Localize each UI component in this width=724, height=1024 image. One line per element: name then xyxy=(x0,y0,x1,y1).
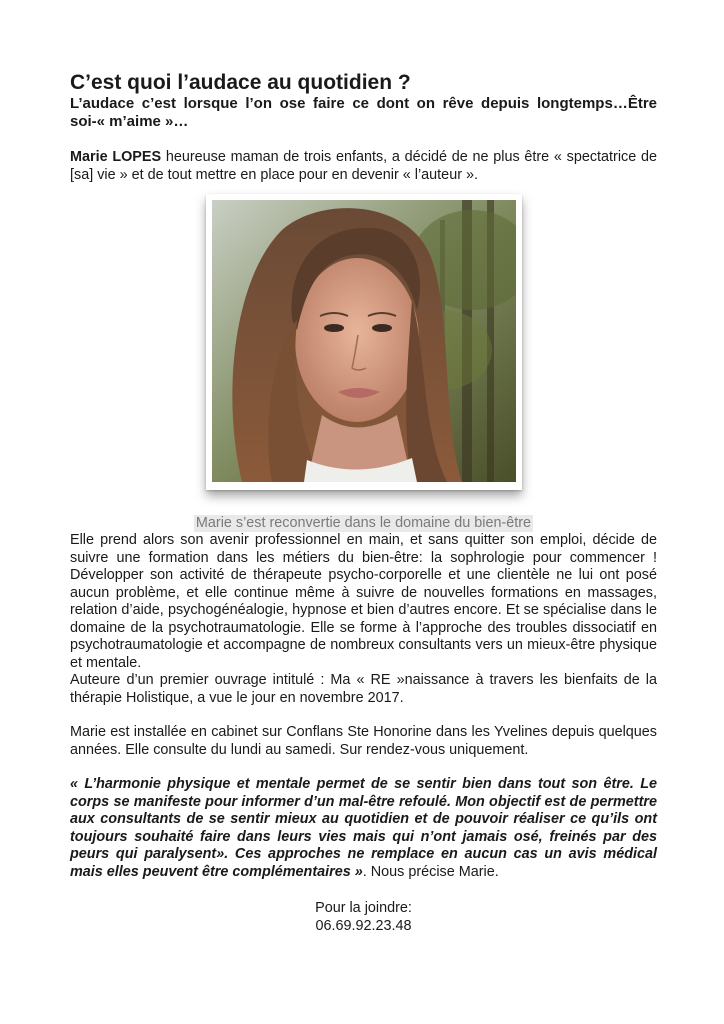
photo-caption: Marie s’est reconvertie dans le domaine du bien-être xyxy=(195,515,532,531)
paragraph-career: Elle prend alors son avenir professionnel en main, et sans quitter son emploi, décide de suivre une formation dans les métiers du bien-être: la sophrologie pour commencer ! Développer son activité de thérapeute psycho-corporelle et une clientèle ne lui ont posé aucun problème, et elle continue même à suivre de nouvelles formations en massages, relation d’aide, psychogénéalogie, hypnose et bien d’autres encore. Et se spécialise dans le domaine de la psychotraumatologie. Elle se forme à l’approche des troubles dissociatif en psychotraumatologie et accompagne de nombreux consultants vers un mieux-être physique et mentale. xyxy=(70,532,657,671)
quote-paragraph xyxy=(70,776,657,881)
quote-text: « L’harmonie physique et mentale permet de se sentir bien dans tout son être. Le corps se manifeste pour informer d’un mal-être refoulé. Mon objectif est de permettre aux consultants de se sentir mieux au quotidien et de pouvoir réaliser ce qu’ils ont toujours souhaité faire dans leurs vies mais qui n’ont jamais osé, freinés par des peurs qui paralysent». Ces approches ne remplace en aucun cas un avis médical mais elles peuvent être complémentaires » xyxy=(70,776,657,880)
contact-phone[interactable]: 06.69.92.23.48 xyxy=(315,918,412,934)
intro-paragraph xyxy=(70,149,657,184)
quote-attribution: . Nous précise Marie. xyxy=(362,863,499,880)
photo-frame xyxy=(206,194,522,490)
portrait-photo xyxy=(212,200,516,482)
intro-text: heureuse maman de trois enfants, a décidé de ne plus être « spectatrice de [sa] vie » et de tout mettre en place pour en devenir « l’auteur ». xyxy=(70,149,657,183)
article-title: C’est quoi l’audace au quotidien ? xyxy=(70,71,411,94)
article-body xyxy=(70,70,657,935)
intro-name: Marie LOPES xyxy=(70,149,162,165)
photo-container xyxy=(70,194,657,490)
article-subtitle: L’audace c’est lorsque l’on ose faire ce dont on rêve depuis longtemps…Être soi-« m’aime »… xyxy=(70,95,657,130)
photo-caption-row xyxy=(70,514,657,532)
contact-label: Pour la joindre: xyxy=(315,900,412,916)
paragraph-office: Marie est installée en cabinet sur Conflans Ste Honorine dans les Yvelines depuis quelques années. Elle consulte du lundi au samedi. Sur rendez-vous uniquement. xyxy=(70,724,657,758)
paragraph-book: Auteure d’un premier ouvrage intitulé : Ma « RE »naissance à travers les bienfaits de la thérapie Holistique, a vue le jour en novembre 2017. xyxy=(70,672,657,706)
